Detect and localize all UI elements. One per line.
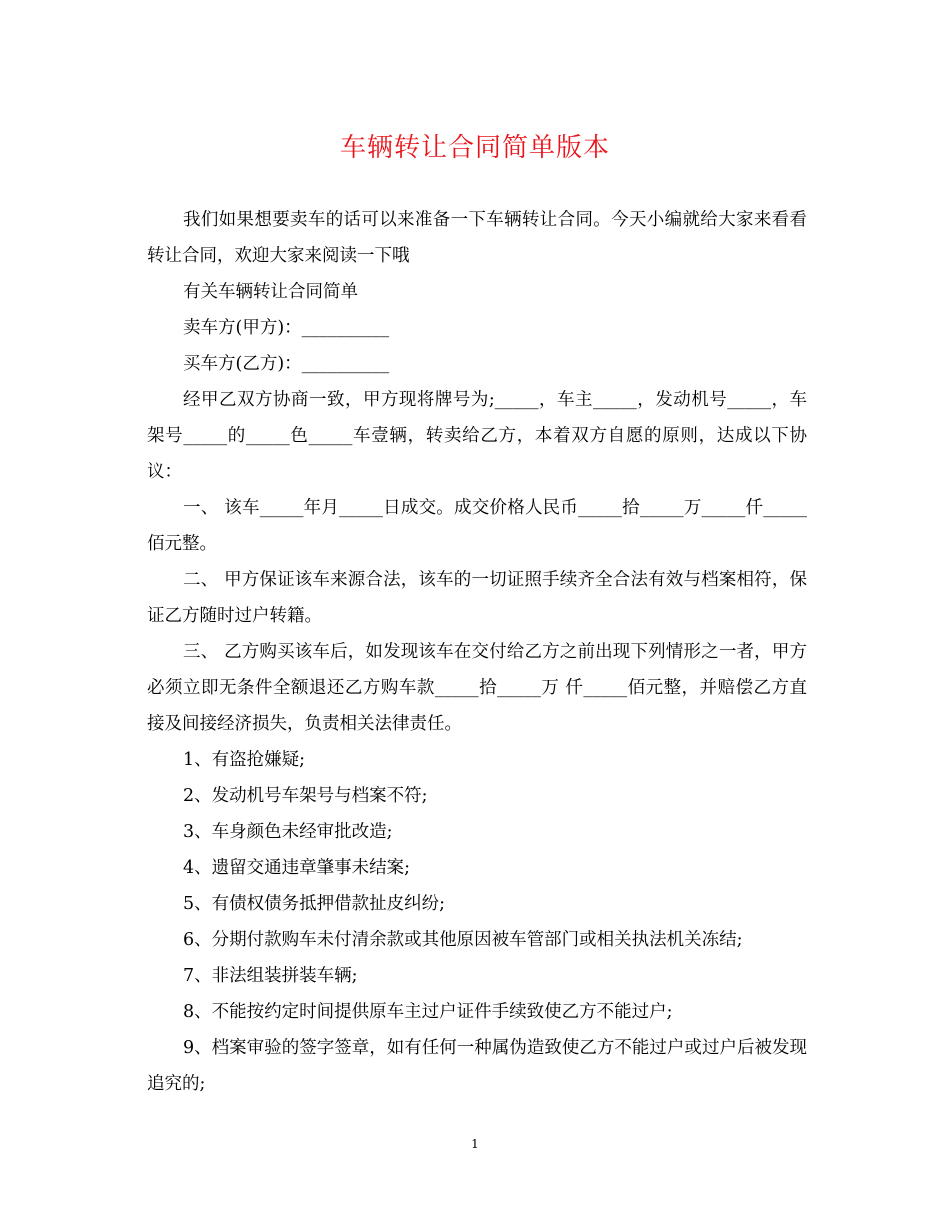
list-item: 3、车身颜色未经审批改造; <box>183 822 393 842</box>
agreement-paragraph: 经甲乙双方协商一致，甲方现将牌号为;_____，车主_____，发动机号_____，车架号_____的_____色_____车壹辆，转卖给乙方，本着双方自愿的原则，达成以下协议： <box>147 390 807 482</box>
seller-line: 卖车方(甲方)：__________ <box>183 318 390 338</box>
list-item: 8、不能按约定时间提供原车主过户证件手续致使乙方不能过户; <box>183 1002 673 1022</box>
buyer-line: 买车方(乙方)：__________ <box>183 354 390 374</box>
intro-paragraph: 我们如果想要卖车的话可以来准备一下车辆转让合同。今天小编就给大家来看看转让合同，欢迎大家来阅读一下哦 <box>147 210 807 266</box>
clause-2: 二、 甲方保证该车来源合法，该车的一切证照手续齐全合法有效与档案相符，保证乙方随时过户转籍。 <box>147 570 807 626</box>
list-item: 2、发动机号车架号与档案不符; <box>183 786 428 806</box>
clause-3: 三、 乙方购买该车后，如发现该车在交付给乙方之前出现下列情形之一者，甲方必须立即无条件全额退还乙方购车款_____拾_____万 仟_____佰元整，并赔偿乙方直接及间接经济损失，负责相关法律责任。 <box>147 642 807 734</box>
list-item: 9、档案审验的签字签章，如有任何一种属伪造致使乙方不能过户或过户后被发现追究的; <box>147 1038 807 1094</box>
clause-1: 一、 该车_____年月_____日成交。成交价格人民币_____拾_____万_____仟_____佰元整。 <box>147 498 807 554</box>
section-heading: 有关车辆转让合同简单 <box>183 282 358 302</box>
list-item: 7、非法组装拼装车辆; <box>183 966 358 986</box>
list-item: 4、遗留交通违章肇事未结案; <box>183 858 411 878</box>
list-item: 6、分期付款购车未付清余款或其他原因被车管部门或相关执法机关冻结; <box>183 930 743 950</box>
document-title: 车辆转让合同简单版本 <box>339 133 610 163</box>
list-item: 5、有债权债务抵押借款扯皮纠纷; <box>183 894 446 914</box>
list-item: 1、有盗抢嫌疑; <box>183 750 306 770</box>
document-body <box>147 202 807 1102</box>
page-number: 1 <box>471 1137 479 1151</box>
